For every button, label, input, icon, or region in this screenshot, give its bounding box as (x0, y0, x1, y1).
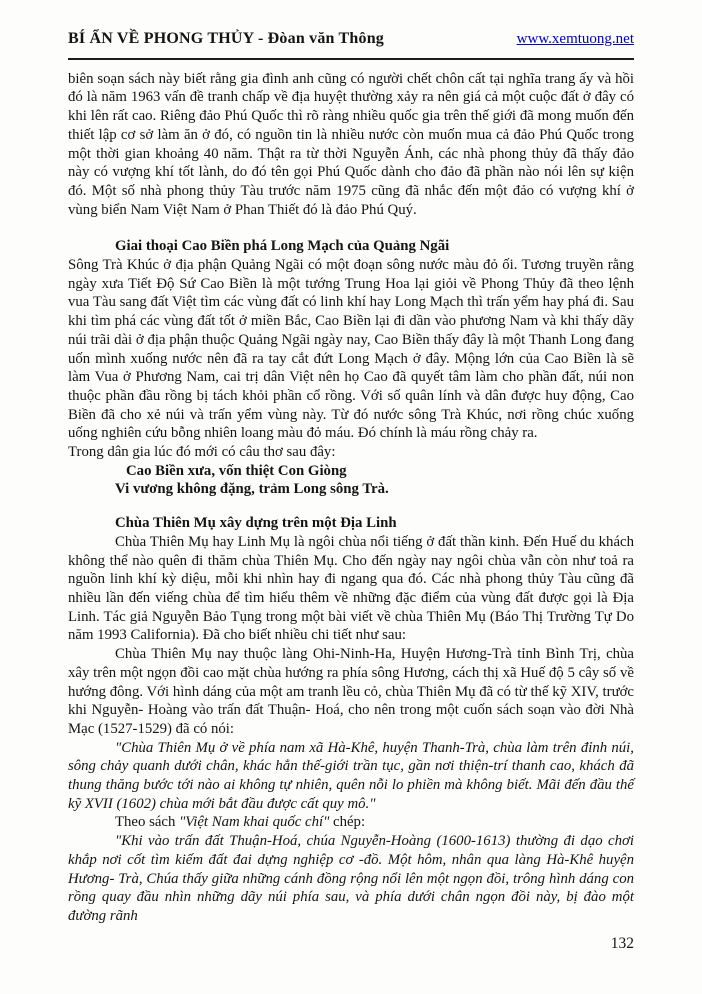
header-divider (68, 58, 634, 60)
source-book-title: "Việt Nam khai quốc chí" (179, 814, 330, 831)
paragraph-phu-quoc: biên soạn sách này biết rằng gia đình anh cũng có người chết chôn cất tại nghĩa trang ấy và hồi đó là năm 1963 vấn đề tranh chấp về địa huyệt thường xảy ra nên giá cả một cuộc đất ở đây có khi lên rất cao. Riêng đảo Phú Quốc thì rõ ràng nhiều quốc gia trên thế giới đã mong muốn đến thiết lập cơ sở làm ăn ở đó, có nguồn tin là nhiều nước còn muốn mua cả đảo Phú Quốc trong một thời gian khoảng 40 năm. Thật ra từ thời Nguyễn Ánh, các nhà phong thủy đã thấy đảo này có vượng khí tốt lành, do đó tên gọi Phú Quốc dành cho đảo đã phần nào nói lên sự kiện đó. Một số nhà phong thủy Tàu trước năm 1975 cũng đã nhắc đến một đảo có vượng khí ở vùng biển Nam Việt Nam ở Phan Thiết đó là đảo Phú Quý. (68, 70, 634, 218)
paragraph-thien-mu-1: Chùa Thiên Mụ hay Linh Mụ là ngôi chùa nổi tiếng ở đất thần kinh. Đến Huế du khách không thể nào quên đi thăm chùa Thiên Mụ. Cho đến ngày nay ngôi chùa vẫn còn như toả ra nguồn linh khí kỳ diệu, mỗi khi nhìn hay đi ngang qua đó. Các nhà phong thủy Tàu cũng đã nhiều lần đến viếng chùa để tìm hiểu thêm về những đặc điểm của vùng đất được gọi là Địa Linh. Tác giả Nguyễn Bảo Tụng trong một bài viết về chùa Thiên Mụ (Báo Thị Trường Tự Do năm 1993 California). Đã cho biết nhiều chi tiết như sau: (68, 533, 634, 644)
book-title: BÍ ẨN VỀ PHONG THỦY - Đòan văn Thông (68, 30, 385, 47)
verse-line-2: Vi vương không đặng, trảm Long sông Trà. (115, 481, 389, 498)
quote-mac-era: "Chùa Thiên Mụ ở về phía nam xã Hà-Khê, huyện Thanh-Trà, chùa làm trên đỉnh núi, sông chảy quanh dưới chân, khác hẳn thế-giới trần tục, gần nơi thiện-trí thanh cao, khách đã thung thăng bước tới nào ai không tự nhiên, quên nỗi lo phiền mà không biết. Mãi đến đầu thế kỹ XVII (1602) chùa mới bắt đầu được cất quy mô." (68, 739, 634, 812)
page-header (68, 30, 634, 49)
paragraph-cao-bien: Sông Trà Khúc ở địa phận Quảng Ngãi có một đoạn sông nước màu đỏ ối. Tương truyền rằng ngày xưa Tiết Độ Sứ Cao Biền là một tướng Trung Hoa lại giỏi về Phong Thủy đã theo lệnh vua Tàu sang đất Việt tìm các vùng đất có linh khí hay Long Mạch thì trấn yểm hay phá đi. Sau khi tìm phá các vùng đất tốt ở miền Bắc, Cao Biền lại đi dần vào phương Nam và khi thấy dãy núi trãi dài ở địa phận thuộc Quảng Ngãi ngày nay, Cao Biền thấy đây là một Thanh Long đang uốn mình xuống nước nên đã ra tay cắt đứt Long Mạch ở đây. Mộng lớn của Cao Biền là sẽ làm Vua ở Phương Nam, cai trị dân Việt nên họ Cao đã quyết tâm làm cho phần đất, núi non thuộc phần đầu rồng bị tách khỏi phần cổ rồng. Với số quân lính và dân được huy động, Cao Biền đã cho xẻ núi và trấn yểm vùng này. Từ đó nước sông Trà Khúc, nơi rồng chúc xuống uống nghiên cứu bỗng nhiên loang màu đỏ máu. Đó chính là máu rồng chảy ra. (68, 257, 634, 442)
source-reference-line (68, 813, 634, 832)
source-reference-prefix: Theo sách (115, 814, 180, 831)
paragraph-thien-mu-2: Chùa Thiên Mụ nay thuộc làng Ohi-Ninh-Ha, Huyện Hương-Trà tỉnh Bình Trị, chùa xây trên một ngọn đồi cao mặt chùa hướng ra phía sông Hương, cách thị xã Huế độ 5 cây số về hướng đông. Với hình dáng của một am tranh lều cỏ, chùa Thiên Mụ đã có từ thế kỹ XIV, trước khi Nguyễn- Hoàng vào trấn đất Thuận- Hoá, cho nên trong một cuốn sách soạn vào đời Nhà Mạc (1527-1529) đã có nói: (68, 646, 634, 737)
section-heading-thien-mu: Chùa Thiên Mụ xây dựng trên một Địa Linh (115, 515, 397, 532)
page-number: 132 (610, 935, 634, 953)
source-reference-suffix: chép: (329, 814, 366, 831)
verse-intro-line: Trong dân gia lúc đó mới có câu thơ sau đây: (68, 444, 336, 461)
verse-line-1: Cao Biền xưa, vốn thiệt Con Giòng (126, 462, 347, 479)
website-link[interactable]: www.xemtuong.net (516, 31, 634, 47)
section-heading-cao-bien: Giai thoại Cao Biền phá Long Mạch của Quảng Ngãi (115, 238, 450, 255)
page-body (68, 70, 634, 926)
quote-khai-quoc-chi: "Khi vào trấn đất Thuận-Hoá, chúa Nguyễn-Hoàng (1600-1613) thường đi dạo chơi khắp nơi cốt tìm kiếm đất đai dựng nghiệp cơ -đồ. Một hôm, nhân qua làng Hà-Khê huyện Hương- Trà, Chúa thấy giữa những cánh đồng rộng nổi lên một ngọn đồi, trông hình dáng con rồng quay đầu nhìn những dãy núi phía sau, và phía dưới chân ngọn đồi này, bị đào một đường rãnh (68, 833, 634, 924)
